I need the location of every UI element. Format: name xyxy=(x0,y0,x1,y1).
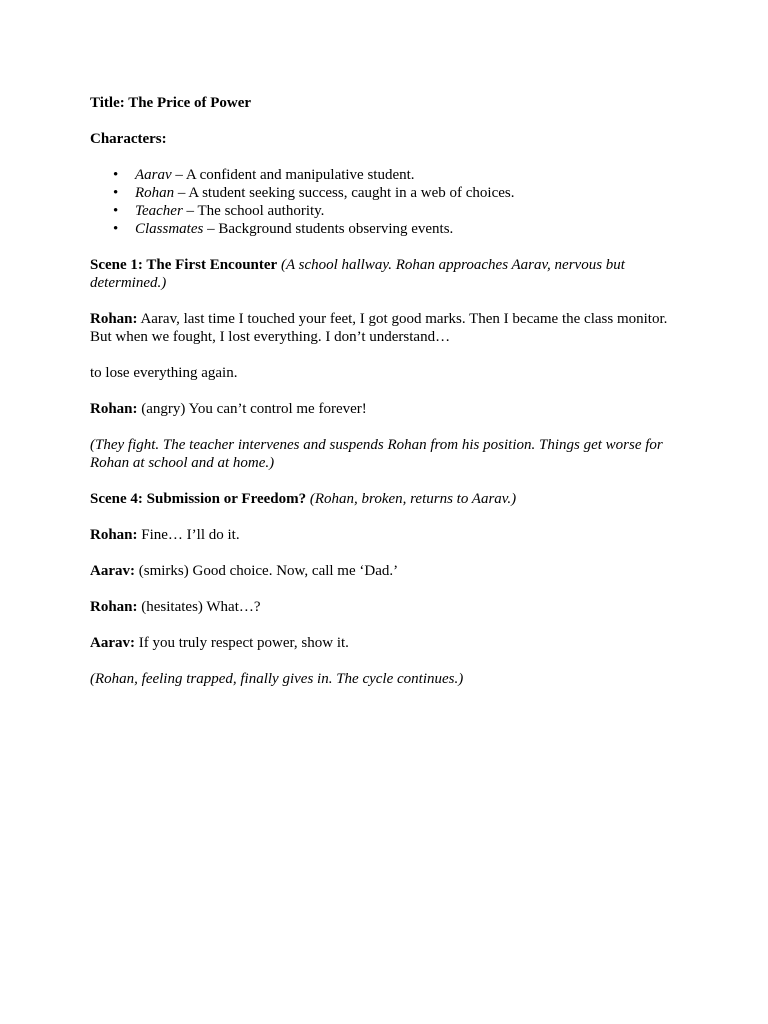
dialogue-line xyxy=(90,634,690,652)
character-list xyxy=(90,166,690,238)
dialogue-line xyxy=(90,562,690,580)
character-description: – A confident and manipulative student. xyxy=(171,167,415,183)
scene-heading: Scene 4: Submission or Freedom? xyxy=(90,491,307,507)
speaker-name: Aarav: xyxy=(90,635,135,651)
character-item xyxy=(135,220,690,238)
characters-heading: Characters: xyxy=(90,131,167,147)
text-fragment: to lose everything again. xyxy=(90,365,238,381)
character-name: Classmates xyxy=(135,221,204,237)
speaker-name: Rohan: xyxy=(90,401,138,417)
scene-4-paragraph xyxy=(90,490,690,508)
speaker-name: Rohan: xyxy=(90,311,138,327)
dialogue-text: (angry) You can’t control me forever! xyxy=(137,401,367,417)
dialogue-text: Fine… I’ll do it. xyxy=(137,527,240,543)
character-item xyxy=(135,202,690,220)
character-description: – Background students observing events. xyxy=(203,221,454,237)
scene-1-paragraph xyxy=(90,256,690,292)
character-name: Rohan xyxy=(135,185,175,201)
character-item xyxy=(135,184,690,202)
character-name: Teacher xyxy=(135,203,183,219)
character-description: – The school authority. xyxy=(182,203,325,219)
stage-direction: (They fight. The teacher intervenes and suspends Rohan from his position. Things get worse for Rohan at school and at home.) xyxy=(90,437,663,471)
scene-heading: Scene 1: The First Encounter xyxy=(90,257,278,273)
dialogue-line xyxy=(90,400,690,418)
speaker-name: Rohan: xyxy=(90,599,138,615)
dialogue-text: If you truly respect power, show it. xyxy=(135,635,349,651)
dialogue-line xyxy=(90,310,690,346)
title-paragraph xyxy=(90,94,690,112)
speaker-name: Rohan: xyxy=(90,527,138,543)
characters-heading-paragraph xyxy=(90,130,690,148)
character-description: – A student seeking success, caught in a web of choices. xyxy=(174,185,515,201)
stage-direction-paragraph xyxy=(90,670,690,688)
dialogue-text: (hesitates) What…? xyxy=(137,599,261,615)
stage-direction: (Rohan, feeling trapped, finally gives in. The cycle continues.) xyxy=(90,671,464,687)
script-title: Title: The Price of Power xyxy=(90,95,252,111)
character-item xyxy=(135,166,690,184)
stage-direction: (Rohan, broken, returns to Aarav.) xyxy=(306,491,517,507)
character-name: Aarav xyxy=(135,167,172,183)
stage-direction-paragraph xyxy=(90,436,690,472)
speaker-name: Aarav: xyxy=(90,563,135,579)
dialogue-line xyxy=(90,526,690,544)
dialogue-text: (smirks) Good choice. Now, call me ‘Dad.’ xyxy=(135,563,399,579)
document-page xyxy=(90,94,690,706)
dialogue-line xyxy=(90,598,690,616)
dialogue-text: Aarav, last time I touched your feet, I got good marks. Then I became the class monitor. But when we fought, I lost everything. I don’t understand… xyxy=(90,311,668,345)
stage-direction: (A school hallway. Rohan approaches Aarav, nervous but determined.) xyxy=(90,257,625,291)
